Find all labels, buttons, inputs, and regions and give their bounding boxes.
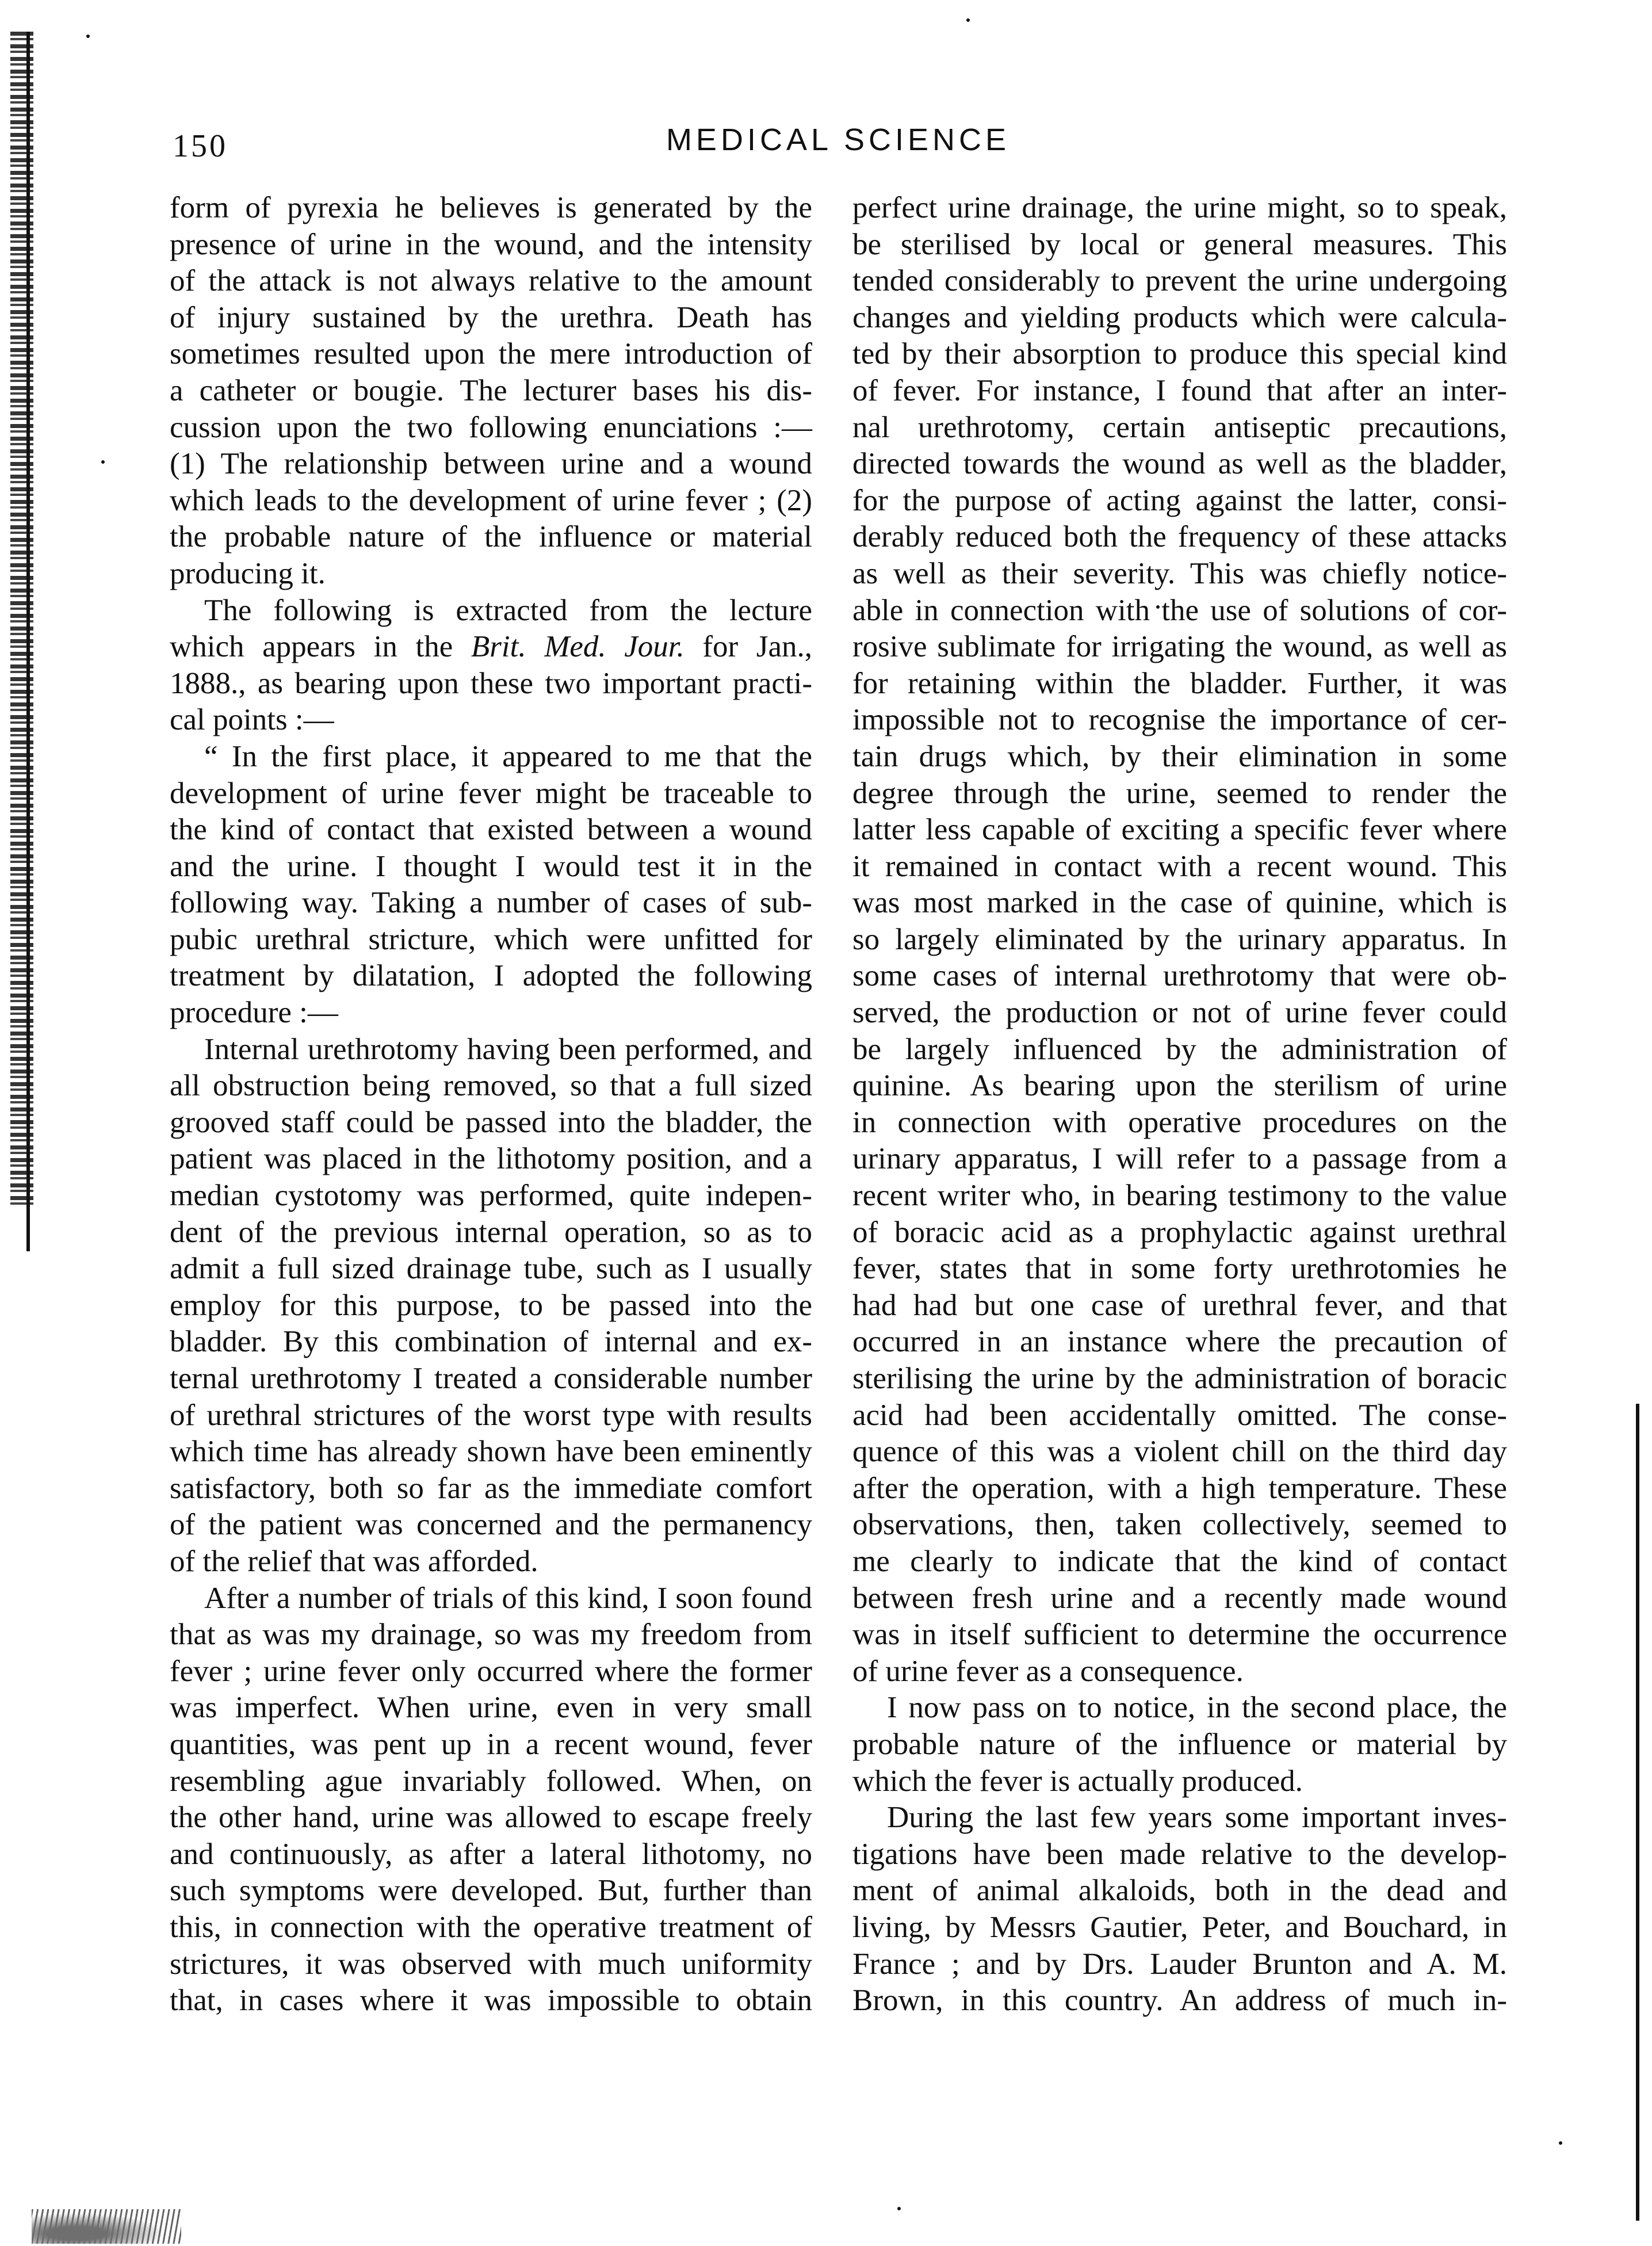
text-line: development of urine fever might be traceable to xyxy=(170,776,812,810)
text-line: had had but one case of urethral fever, and that xyxy=(852,1288,1507,1322)
text-line: occurred in an instance where the precaution of xyxy=(852,1325,1507,1359)
text-line: patient was placed in the lithotomy position, and a xyxy=(170,1142,812,1176)
text-line: probable nature of the influence or material by xyxy=(852,1727,1507,1761)
text-line: all obstruction being removed, so that a full sized xyxy=(170,1069,812,1103)
text-line: resembling ague invariably followed. When, on xyxy=(170,1764,812,1798)
text-line: changes and yielding products which were calcula- xyxy=(852,300,1507,334)
journal-citation: Brit. Med. Jour. xyxy=(471,630,684,664)
text-line: which leads to the development of urine fever ; (2) xyxy=(170,483,812,517)
text-line: this, in connection with the operative treatment of xyxy=(170,1910,812,1944)
text-line: impossible not to recognise the importance of cer- xyxy=(852,703,1507,737)
text-line: quantities, was pent up in a recent wound, fever xyxy=(170,1727,812,1761)
text-line: of the patient was concerned and the permanency xyxy=(170,1508,812,1542)
text-line: procedure :— xyxy=(170,996,338,1030)
text-line: quence of this was a violent chill on the third day xyxy=(852,1435,1507,1469)
text-line: able in connection with the use of solutions of cor- xyxy=(852,593,1507,627)
text-line: the kind of contact that existed between a wound xyxy=(170,813,812,847)
text-line: tain drugs which, by their elimination in some xyxy=(852,739,1507,773)
text-line: satisfactory, both so far as the immediate comfort xyxy=(170,1471,812,1505)
text-line: was imperfect. When urine, even in very small xyxy=(170,1691,812,1725)
text-line: During the last few years some important inves- xyxy=(887,1801,1507,1835)
text-line: After a number of trials of this kind, I soon found xyxy=(204,1581,812,1615)
text-line: of boracic acid as a prophylactic against urethral xyxy=(852,1215,1507,1249)
dust-speck xyxy=(1559,2141,1562,2145)
text-line: The following is extracted from the lecture xyxy=(204,593,812,627)
text-line: of the attack is not always relative to the amount xyxy=(170,264,812,298)
binding-edge-artifact xyxy=(10,32,33,1205)
text-line: grooved staff could be passed into the bladder, the xyxy=(170,1105,812,1139)
text-line: which appears in the Brit. Med. Jour. for Jan., xyxy=(170,630,812,664)
text-line: of urethral strictures of the worst type with results xyxy=(170,1398,812,1432)
text-line: fever ; urine fever only occurred where the former xyxy=(170,1654,812,1688)
text-line: employ for this purpose, to be passed into the xyxy=(170,1288,812,1322)
text-line: of injury sustained by the urethra. Death has xyxy=(170,300,812,334)
text-line: some cases of internal urethrotomy that were ob- xyxy=(852,959,1507,993)
text-line: fever, states that in some forty urethrotomies he xyxy=(852,1252,1507,1286)
text-line: form of pyrexia he believes is generated by the xyxy=(170,191,812,224)
text-line: ternal urethrotomy I treated a considerable number xyxy=(170,1362,812,1395)
text-line: be sterilised by local or general measures. This xyxy=(852,227,1507,261)
right-text-column xyxy=(852,190,1507,2019)
text-line: Internal urethrotomy having been performed, and xyxy=(204,1032,812,1066)
text-line: that as was my drainage, so was my freedom from xyxy=(170,1618,812,1652)
text-line: nal urethrotomy, certain antiseptic precautions, xyxy=(852,410,1507,444)
text-line: ment of animal alkaloids, both in the dead and xyxy=(852,1874,1507,1908)
dust-speck xyxy=(966,18,970,22)
page-number: 150 xyxy=(173,128,228,164)
text-line: strictures, it was observed with much uniformity xyxy=(170,1947,812,1981)
text-line: tended considerably to prevent the urine undergoing xyxy=(852,264,1507,298)
text-line: latter less capable of exciting a specific fever where xyxy=(852,813,1507,847)
text-line: after the operation, with a high temperature. These xyxy=(852,1471,1507,1505)
text-line: rosive sublimate for irrigating the wound, as well as xyxy=(852,630,1507,664)
text-line: median cystotomy was performed, quite indepen- xyxy=(170,1179,812,1213)
dust-speck xyxy=(101,460,105,464)
text-line: which time has already shown have been eminently xyxy=(170,1435,812,1469)
text-line: pubic urethral stricture, which were unfitted for xyxy=(170,922,812,956)
text-line: and continuously, as after a lateral lithotomy, no xyxy=(170,1837,812,1871)
text-line: quinine. As bearing upon the sterilism of urine xyxy=(852,1069,1507,1103)
text-line: living, by Messrs Gautier, Peter, and Bouchard, in xyxy=(852,1910,1507,1944)
text-line: a catheter or bougie. The lecturer bases his dis- xyxy=(170,373,812,407)
text-line: sometimes resulted upon the mere introduction of xyxy=(170,337,812,371)
text-line: which the fever is actually produced. xyxy=(852,1764,1303,1798)
running-title: MEDICAL SCIENCE xyxy=(666,123,1011,157)
text-line: bladder. By this combination of internal and ex- xyxy=(170,1325,812,1359)
text-line: sterilising the urine by the administration of boracic xyxy=(852,1362,1507,1395)
text-line: for the purpose of acting against the latter, consi- xyxy=(852,483,1507,517)
text-line: “ In the first place, it appeared to me that the xyxy=(204,739,812,773)
text-line: was in itself sufficient to determine the occurrence xyxy=(852,1618,1507,1652)
text-line: Brown, in this country. An address of much in- xyxy=(852,1984,1507,2018)
text-line: and the urine. I thought I would test it in the xyxy=(170,849,812,883)
left-text-column xyxy=(170,190,812,2019)
text-line: directed towards the wound as well as the bladder, xyxy=(852,447,1507,481)
text-line: between fresh urine and a recently made wound xyxy=(852,1581,1507,1615)
text-line: ted by their absorption to produce this special kind xyxy=(852,337,1507,371)
text-line: acid had been accidentally omitted. The conse- xyxy=(852,1398,1507,1432)
text-line: served, the production or not of urine fever could xyxy=(852,996,1507,1030)
text-line: tigations have been made relative to the develop- xyxy=(852,1837,1507,1871)
bottom-left-smudge xyxy=(32,2209,181,2244)
text-line: cussion upon the two following enunciations :— xyxy=(170,410,812,444)
text-line: perfect urine drainage, the urine might, so to speak, xyxy=(852,191,1507,224)
text-line: the other hand, urine was allowed to escape freely xyxy=(170,1801,812,1835)
text-line: such symptoms were developed. But, further than xyxy=(170,1874,812,1908)
text-line: as well as their severity. This was chiefly notice- xyxy=(852,556,1507,590)
text-line: recent writer who, in bearing testimony to the value xyxy=(852,1179,1507,1213)
dust-speck xyxy=(86,35,90,38)
text-line: that, in cases where it was impossible to obtain xyxy=(170,1984,812,2018)
text-line: derably reduced both the frequency of these attacks xyxy=(852,520,1507,554)
binding-shadow-line xyxy=(26,32,30,1251)
text-line: France ; and by Drs. Lauder Brunton and A. M. xyxy=(852,1947,1507,1981)
dust-speck xyxy=(897,2207,901,2210)
text-line: dent of the previous internal operation, so as to xyxy=(170,1215,812,1249)
text-line: (1) The relationship between urine and a wound xyxy=(170,447,812,481)
text-line: urinary apparatus, I will refer to a passage from a xyxy=(852,1142,1507,1176)
text-line: be largely influenced by the administration of xyxy=(852,1032,1507,1066)
text-line: admit a full sized drainage tube, such as I usually xyxy=(170,1252,812,1286)
text-line: I now pass on to notice, in the second place, the xyxy=(887,1691,1507,1725)
text-line: it remained in contact with a recent wound. This xyxy=(852,849,1507,883)
text-line: of the relief that was afforded. xyxy=(170,1544,538,1578)
text-line: so largely eliminated by the urinary apparatus. In xyxy=(852,922,1507,956)
text-line: of fever. For instance, I found that after an inter- xyxy=(852,373,1507,407)
text-line: of urine fever as a consequence. xyxy=(852,1654,1244,1688)
text-line: was most marked in the case of quinine, which is xyxy=(852,886,1507,920)
text-line: for retaining within the bladder. Further, it was xyxy=(852,666,1507,700)
text-line: following way. Taking a number of cases of sub- xyxy=(170,886,812,920)
text-line: degree through the urine, seemed to render the xyxy=(852,776,1507,810)
text-line: the probable nature of the influence or material xyxy=(170,520,812,554)
text-line: treatment by dilatation, I adopted the following xyxy=(170,959,812,993)
text-line: observations, then, taken collectively, seemed to xyxy=(852,1508,1507,1542)
text-line: producing it. xyxy=(170,556,326,590)
text-line: me clearly to indicate that the kind of contact xyxy=(852,1544,1507,1578)
text-line: presence of urine in the wound, and the intensity xyxy=(170,227,812,261)
text-line: in connection with operative procedures on the xyxy=(852,1105,1507,1139)
right-edge-shadow-line xyxy=(1636,1404,1639,2221)
text-line: cal points :— xyxy=(170,703,334,737)
text-line: 1888., as bearing upon these two important practi- xyxy=(170,666,812,700)
